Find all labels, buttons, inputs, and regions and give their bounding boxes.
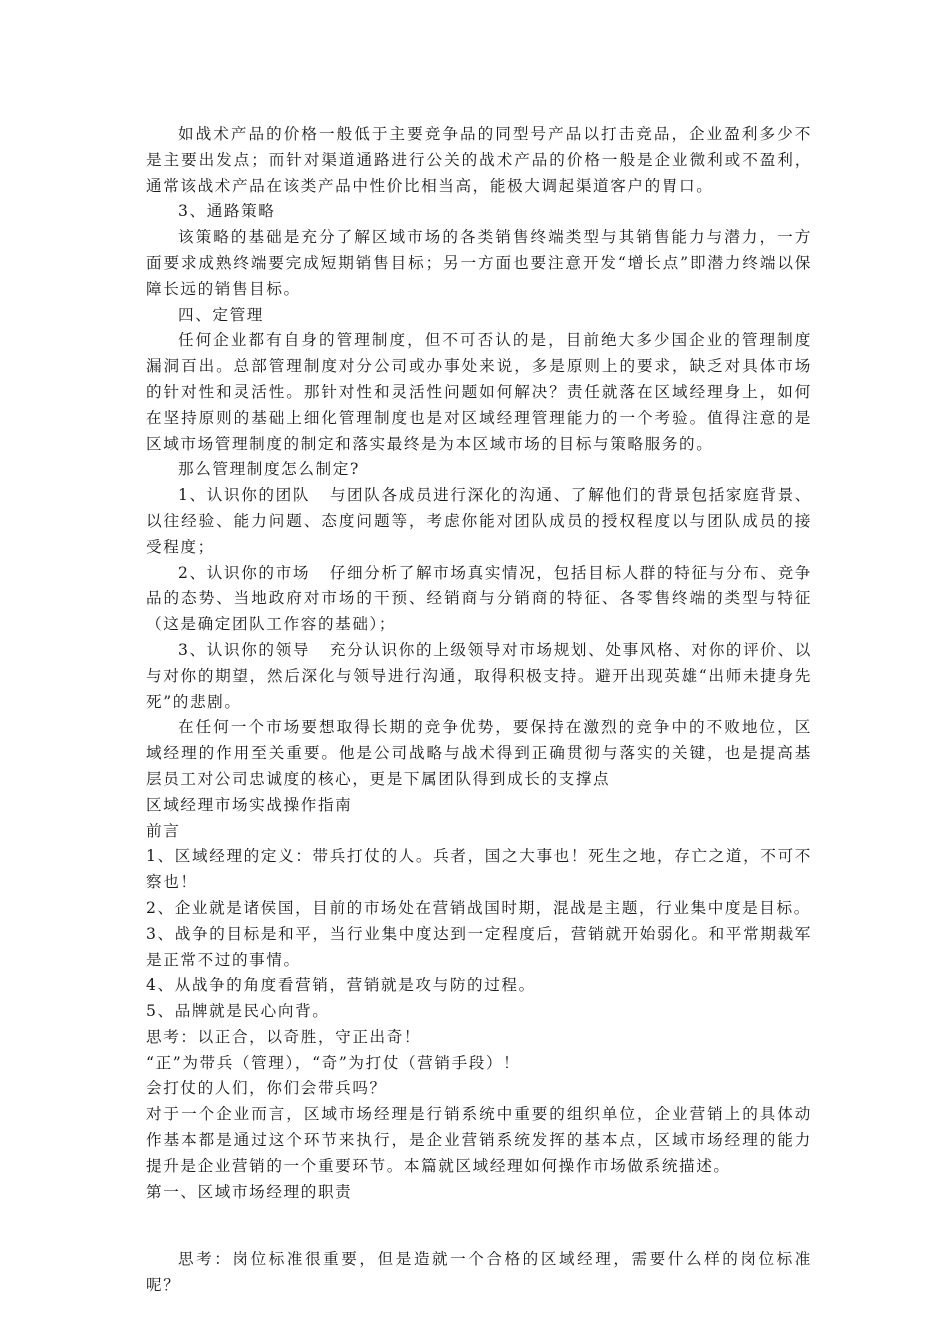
list-item-definition: 1、区域经理的定义：带兵打仗的人。兵者，国之大事也！死生之地，存亡之道，不可不察也！ <box>146 847 812 892</box>
list-item-know-leader: 3、认识你的领导 充分认识你的上级领导对市场规划、处事风格、对你的评价、以与对你的期望，然后深化与领导进行沟通，取得积极支持。避开出现英雄“出师未捷身先死”的悲剧。 <box>146 640 812 711</box>
paragraph-thinking: 思考：以正合，以奇胜，守正出奇！ <box>146 1027 422 1046</box>
list-item-know-market: 2、认识你的市场 仔细分析了解市场真实情况，包括目标人群的特征与分布、竞争品的态势、当地政府对市场的干预、经销商与分销商的特征、各零售终端的类型与特征（这是确定团队工作容的基础）； <box>146 563 812 634</box>
paragraph-channel-strategy: 该策略的基础是充分了解区域市场的各类销售终端类型与其销售能力与潜力，一方面要求成熟终端要完成短期销售目标；另一方面也要注意开发“增长点”即潜力终端以保障长远的销售目标。 <box>146 228 812 298</box>
paragraph-management: 任何企业都有自身的管理制度，但不可否认的是，目前绝大多少国企业的管理制度漏洞百出。总部管理制度对分公司或办事处来说，多是原则上的要求，缺乏对具体市场的针对性和灵活性。那针对性和灵活性问题如何解决？责任就落在区域经理身上，如何在坚持原则的基础上细化管理制度也是对区域经理管理能力的一个考验。值得注意的是区域市场管理制度的制定和落实最终是为本区域市场的目标与策略服务的。 <box>146 331 812 453</box>
paragraph-role-importance: 在任何一个市场要想取得长期的竞争优势，要保持在激烈的竞争中的不败地位，区域经理的作用至关重要。他是公司战略与战术得到正确贯彻与落实的关键，也是提高基层员工对公司忠诚度的核心，更是下属团队得到成长的支撑点 <box>146 718 812 788</box>
list-item-brand: 5、品牌就是民心向背。 <box>146 1002 330 1021</box>
paragraph-job-standard: 思考：岗位标准很重要，但是造就一个合格的区域经理，需要什么样的岗位标准呢？ <box>146 1250 812 1295</box>
heading-channel-strategy: 3、通路策略 <box>178 202 276 221</box>
paragraph-tactical-product-pricing: 如战术产品的价格一般低于主要竞争品的同型号产品以打击竞品，企业盈利多少不是主要出发点；而针对渠道通路进行公关的战术产品的价格一般是企业微利或不盈利，通常该战术产品在该类产品中性价比相当高，能极大调起渠道客户的胃口。 <box>146 125 812 195</box>
paragraph-question: 会打仗的人们，你们会带兵吗？ <box>146 1079 387 1098</box>
heading-management: 四、定管理 <box>178 305 264 324</box>
paragraph-how-to-make-rules: 那么管理制度怎么制定? <box>178 460 360 479</box>
paragraph-enterprise-role: 对于一个企业而言，区域市场经理是行销系统中重要的组织单位，企业营销上的具体动作基本都是通过这个环节来执行，是企业营销系统发挥的基本点，区域市场经理的能力提升是企业营销的一个重要环节。本篇就区域经理如何操作市场做系统描述。 <box>146 1105 812 1175</box>
list-item-war-goal: 3、战争的目标是和平，当行业集中度达到一定程度后，营销就开始弱化。和平常期裁军是正常不过的事情。 <box>146 924 812 969</box>
list-item-know-team: 1、认识你的团队 与团队各成员进行深化的沟通、了解他们的背景包括家庭背景、以往经验、能力问题、态度问题等，考虑你能对团队成员的授权程度以与团队成员的接受程度； <box>146 486 812 556</box>
heading-preface: 前言 <box>146 821 181 840</box>
heading-duties: 第一、区域市场经理的职责 <box>146 1182 353 1201</box>
paragraph-zheng-qi: “正”为带兵（管理），“奇”为打仗（营销手段）！ <box>146 1053 521 1072</box>
list-item-war-view: 4、从战争的角度看营销，营销就是攻与防的过程。 <box>146 976 536 995</box>
document-body <box>146 122 812 1299</box>
guide-title: 区域经理市场实战操作指南 <box>146 795 353 814</box>
blank-gap <box>146 1205 812 1247</box>
list-item-enterprise: 2、企业就是诸侯国，目前的市场处在营销战国时期，混战是主题，行业集中度是目标。 <box>146 898 811 917</box>
